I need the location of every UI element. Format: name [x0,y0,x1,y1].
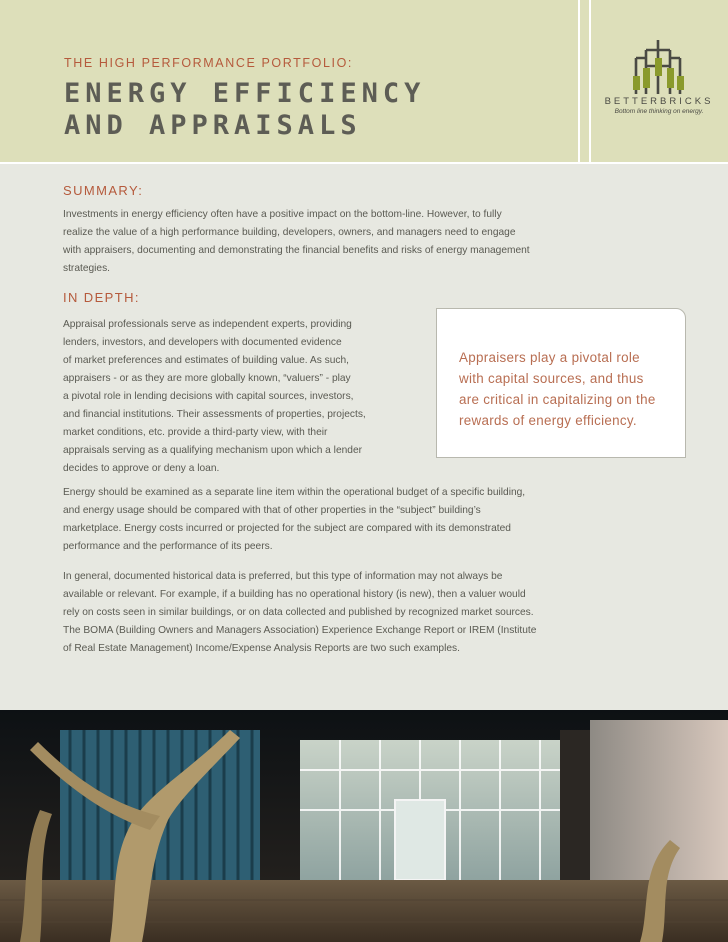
summary-line: strategies. [63,263,110,274]
summary-line: Investments in energy efficiency often have a positive impact on the bottom-line. However, to fully [63,209,502,220]
summary-line: with appraisers, documenting and demonstrating the financial benefits and risks of energy management [63,245,530,256]
paragraph-line: appraisers - or as they are more globally known, “valuers” - play [63,373,351,384]
header-vertical-rule-2 [589,0,591,162]
in-depth-paragraph-1 [63,316,423,478]
paragraph-line: appraisals serving as a qualifying mechanism upon which a lender [63,445,362,456]
paragraph-line: market conditions, etc. provide a third-party view, with their [63,427,328,438]
betterbricks-logo-icon [632,36,684,94]
summary-heading: SUMMARY: [63,183,144,198]
paragraph-line: Energy should be examined as a separate line item within the operational budget of a specific building, [63,487,526,498]
header-divider [0,162,728,164]
page-title-line-2: AND APPRAISALS [64,110,362,141]
building-photo-illustration [0,710,728,942]
paragraph-line: and energy usage should be compared with that of other properties in the “subject” building’s [63,505,481,516]
in-depth-paragraph-2 [63,484,623,556]
pull-quote-box [436,308,686,458]
pull-quote-text [459,347,685,431]
pull-quote-line: with capital sources, and thus [459,371,644,386]
paragraph-line: rely on costs seen in similar buildings, or on data collected and published by recognized market sources. [63,607,534,618]
logo-tagline: Bottom line thinking on energy. [614,108,704,115]
building-entrance-photo [0,710,728,942]
header-vertical-rule-1 [578,0,580,162]
paragraph-line: marketplace. Energy costs incurred or projected for the subject are compared with its demonstrated [63,523,511,534]
series-kicker: THE HIGH PERFORMANCE PORTFOLIO: [64,56,353,70]
paragraph-line: decides to approve or deny a loan. [63,463,220,474]
in-depth-heading: IN DEPTH: [63,290,140,305]
pull-quote-line: are critical in capitalizing on the [459,392,656,407]
paragraph-line: In general, documented historical data is preferred, but this type of information may not always be [63,571,503,582]
pull-quote-line: rewards of energy efficiency. [459,413,637,428]
paragraph-line: available or relevant. For example, if a building has no operational history (is new), then a valuer would [63,589,526,600]
in-depth-paragraph-3 [63,568,623,658]
paragraph-line: and financial institutions. Their assessments of properties, projects, [63,409,366,420]
paragraph-line: lenders, investors, and developers with documented evidence [63,337,342,348]
summary-line: realize the value of a high performance building, developers, owners, and managers need to engage [63,227,516,238]
summary-paragraph [63,206,623,278]
paragraph-line: of market preferences and estimates of building value. As such, [63,355,349,366]
paragraph-line: a pivotal role in lending decisions with capital sources, investors, [63,391,354,402]
pull-quote-line: Appraisers play a pivotal role [459,350,640,365]
paragraph-line: The BOMA (Building Owners and Managers Association) Experience Exchange Report or IREM (Institute [63,625,537,636]
page-title [64,78,425,142]
logo-wordmark: BETTERBRICKS [604,96,714,107]
paragraph-line: performance and the performance of its peers. [63,541,273,552]
page-title-line-1: ENERGY EFFICIENCY [64,78,426,109]
paragraph-line: of Real Estate Management) Income/Expense Analysis Reports are two such examples. [63,643,460,654]
paragraph-line: Appraisal professionals serve as independent experts, providing [63,319,352,330]
